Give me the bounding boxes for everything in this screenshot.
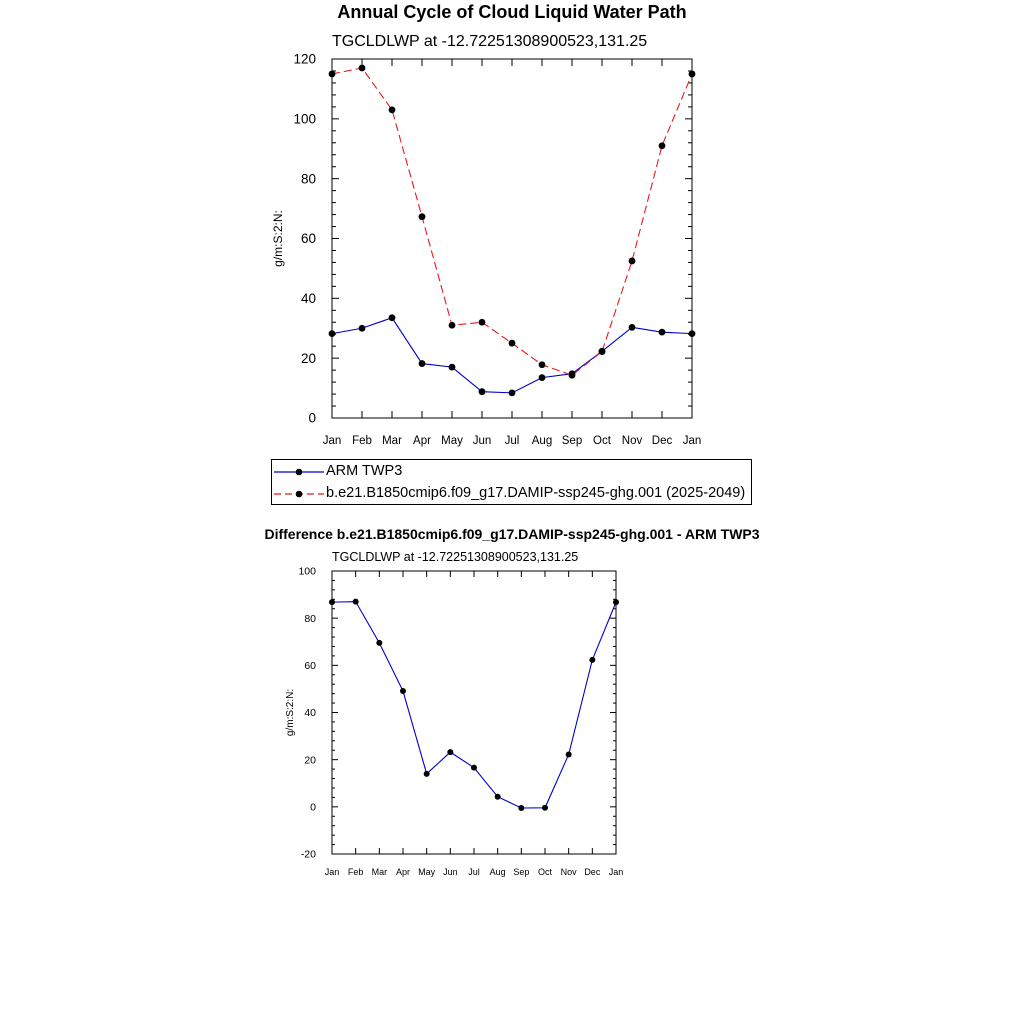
legend-label-model: b.e21.B1850cmip6.f09_g17.DAMIP-ssp245-ghg.001 (2025-2049) [326,485,746,501]
bottom-y-tick-label: 40 [304,707,316,720]
top-x-tick-label: Mar [382,435,402,447]
legend-label-arm: ARM TWP3 [326,463,403,479]
top-x-tick-label: Jul [504,435,520,447]
bottom-y-tick-label: -20 [300,848,316,861]
top-series-0-point [479,388,486,395]
top-y-tick-label: 120 [293,51,316,67]
top-x-tick-label: Jan [682,435,702,447]
top-series-0-point [329,330,336,337]
legend [271,459,752,505]
bottom-y-tick-label: 60 [304,660,316,673]
top-series-0-point [659,329,666,336]
bottom-series-0-point [471,765,477,771]
top-series-1-point [359,65,366,72]
bottom-x-tick-label: Apr [395,867,411,877]
bottom-x-tick-label: Jan [324,867,340,877]
top-x-tick-label: May [441,435,463,447]
top-series-1-point [629,258,636,265]
bottom-x-tick-label: Nov [560,867,577,877]
top-y-tick-label: 60 [300,231,316,247]
top-series-0-point [359,325,366,332]
bottom-series-0-point [518,805,524,811]
bottom-x-tick-label: Feb [347,867,364,877]
top-series-1-line [332,68,692,375]
bottom-series-0-point [400,688,406,694]
top-x-tick-label: Apr [413,435,431,447]
top-y-tick-label: 0 [308,410,316,426]
top-series-0-point [539,374,546,381]
bottom-y-axis-label: g/m:S:2:N: [285,688,296,737]
bottom-x-tick-label: Sep [513,867,530,877]
legend-item-arm [272,461,751,483]
top-x-tick-label: Dec [651,435,673,447]
bottom-series-0-point [424,771,430,777]
bottom-x-tick-label: Aug [489,867,506,877]
bottom-series-0-point [447,749,453,755]
bottom-chart-subtitle: TGCLDLWP at -12.72251308900523,131.25 [332,550,579,564]
top-series-0-point [629,324,636,331]
top-x-tick-label: Feb [352,435,372,447]
top-x-tick-label: Jan [322,435,342,447]
bottom-plot-frame [332,571,616,854]
bottom-series-0-point [613,599,619,605]
top-series-1-point [569,372,576,379]
top-series-0-point [689,330,696,337]
top-series-1-point [389,106,396,113]
top-series-1-point [539,361,546,368]
bottom-y-tick-label: 100 [298,565,316,578]
top-series-0-point [449,364,456,371]
top-x-tick-label: Nov [621,435,643,447]
top-y-tick-label: 80 [300,171,316,187]
top-x-tick-label: Oct [593,435,611,447]
top-x-tick-label: Jun [472,435,492,447]
top-series-1-point [689,71,696,78]
bottom-y-tick-label: 80 [304,612,316,625]
bottom-x-tick-label: Jul [468,867,480,877]
bottom-x-tick-label: Jun [443,867,458,877]
bottom-series-0-point [589,657,595,663]
bottom-series-0-point [542,805,548,811]
legend-line-solid-icon [272,461,328,483]
top-x-tick-label: Sep [561,435,583,447]
bottom-series-0-line [332,602,616,808]
top-series-1-point [659,142,666,149]
top-series-0-point [509,389,516,396]
bottom-series-0-point [376,640,382,646]
top-series-0-point [389,314,396,321]
bottom-series-0-point [329,599,335,605]
bottom-x-tick-label: Oct [537,867,553,877]
bottom-series-0-point [495,794,501,800]
bottom-chart-title: Difference b.e21.B1850cmip6.f09_g17.DAMIP-ssp245-ghg.001 - ARM TWP3 [264,526,760,542]
top-chart-title: Annual Cycle of Cloud Liquid Water Path [337,2,687,22]
top-series-1-point [509,340,516,347]
legend-item-model [272,483,751,505]
top-y-axis-label: g/m:S:2:N: [271,210,285,267]
top-series-0-line [332,318,692,393]
top-y-tick-label: 100 [293,111,316,127]
top-plot-frame [332,59,692,418]
top-series-0-point [419,360,426,367]
top-y-tick-label: 20 [300,350,316,366]
top-series-1-point [479,319,486,326]
bottom-x-tick-label: Mar [371,867,388,877]
bottom-y-tick-label: 20 [304,754,316,767]
top-x-tick-label: Aug [531,435,553,447]
bottom-x-tick-label: May [418,867,436,877]
top-y-tick-label: 40 [300,291,316,307]
top-chart-subtitle: TGCLDLWP at -12.72251308900523,131.25 [332,33,648,50]
top-series-1-point [449,322,456,329]
bottom-x-tick-label: Jan [608,867,624,877]
bottom-x-tick-label: Dec [584,867,601,877]
bottom-series-0-point [566,751,572,757]
top-series-1-point [599,348,606,355]
top-series-1-point [419,213,426,220]
top-series-1-point [329,71,336,78]
legend-line-dashed-icon [272,483,328,505]
bottom-y-tick-label: 0 [310,801,316,814]
bottom-series-0-point [353,599,359,605]
